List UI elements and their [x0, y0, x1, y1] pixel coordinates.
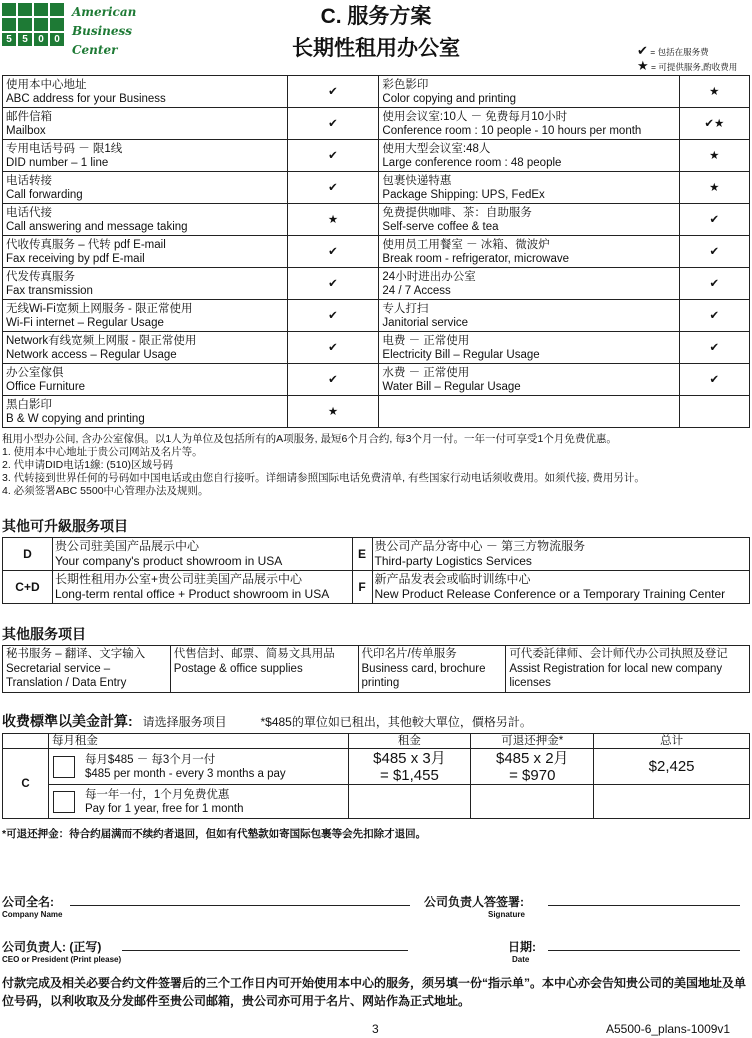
- table-row: [3, 204, 750, 236]
- deposit-calc: $485 x 2月: [496, 749, 569, 767]
- service-zh: 专用电话号码 － 限1线: [6, 142, 123, 155]
- doc-code: A5500-6_plans-1009v1: [606, 1022, 731, 1036]
- upgrade-zh: 贵公司驻美国产品展示中心: [54, 539, 199, 553]
- service-zh: 使用会议室:10人 － 免费每月10小时: [382, 110, 568, 123]
- upgrade-code: C+D: [3, 571, 53, 604]
- service-cell: [3, 268, 288, 300]
- table-row: [3, 646, 750, 693]
- deposit-result: = $970: [509, 766, 556, 784]
- service-zh: 办公室傢俱: [6, 366, 64, 379]
- logo-line: Business: [72, 24, 133, 38]
- service-cell: [379, 236, 679, 268]
- table-row: [3, 571, 750, 604]
- other-en: Translation / Data Entry: [6, 677, 127, 689]
- signature-field[interactable]: [548, 905, 740, 906]
- option1-checkbox[interactable]: [53, 756, 75, 778]
- service-en: Conference room : 10 people - 10 hours per month: [382, 124, 642, 137]
- footer-text: 付款完成及相关必要合约文件签署后的三个工作日内可开始使用本中心的服务，须另填一份“指示单”。本中心亦会告知贵公司的美国地址及单位号码，以利收取及分发邮件至贵公司邮箱，贵公司亦可用于名片、网站作為正式地址。: [2, 976, 747, 1008]
- upgrade-code: E: [352, 538, 372, 571]
- note-line: 1. 使用本中心地址于贵公司网站及名片等。: [2, 446, 203, 458]
- note-line: 2. 代申请DID电话1線: (510)区域号码: [2, 459, 173, 471]
- table-row: [3, 364, 750, 396]
- signature-label: 公司负责人答签署:: [424, 895, 524, 909]
- upgrade-en: Third-party Logistics Services: [374, 554, 532, 568]
- note-line: 租用小型办公间, 含办公室傢俱。以1人为单位及包括所有的A项服务, 最短6个月合约, 每3个月一付。一年一付可享受1个月免费优惠。: [2, 433, 617, 445]
- logo-line: Center: [72, 43, 118, 57]
- service-en: Color copying and printing: [382, 92, 517, 105]
- service-mark: ✔: [679, 204, 749, 236]
- service-zh: 无线Wi-Fi宽频上网服务 - 限正常使用: [6, 302, 193, 315]
- service-zh: 黑白影印: [6, 398, 52, 411]
- service-mark: ✔: [287, 268, 379, 300]
- option1-en: $485 per month - every 3 months a pay: [84, 767, 286, 780]
- service-cell: [3, 76, 288, 108]
- fee-header: 总计: [594, 734, 750, 749]
- notes: [2, 433, 750, 498]
- service-cell: [379, 204, 679, 236]
- service-en: 24 / 7 Access: [382, 284, 451, 297]
- service-cell: [379, 76, 679, 108]
- company-label-en: Company Name: [2, 910, 63, 919]
- note-line: 3. 代转接到世界任何的号码如中国电话或由您自行接听。详细请参照国际电话免费清单, 有些国家行动电话须收费用。如须代接, 费用另计。: [2, 472, 645, 484]
- fee-heading: [2, 711, 532, 731]
- table-row: [3, 538, 750, 571]
- fee-header: 租金: [348, 734, 471, 749]
- service-cell: [3, 364, 288, 396]
- date-label-en: Date: [512, 955, 530, 964]
- service-en: Package Shipping: UPS, FedEx: [382, 188, 545, 201]
- service-mark: ✔: [287, 140, 379, 172]
- service-mark: ✔: [287, 108, 379, 140]
- fee-header: 每月租金: [48, 734, 348, 749]
- service-cell: [3, 172, 288, 204]
- services-table: [2, 75, 750, 428]
- legend-check-text: = 包括在服务费: [650, 47, 709, 57]
- table-row: [3, 734, 750, 749]
- company-label: 公司全名:: [2, 895, 54, 909]
- other-zh: 代售信封、邮票、简易文具用品: [173, 648, 335, 660]
- service-en: Call answering and message taking: [6, 220, 188, 233]
- service-zh: 电费 － 正常使用: [382, 334, 470, 347]
- service-mark: ✔: [679, 300, 749, 332]
- service-zh: 专人打扫: [382, 302, 429, 315]
- service-mark: ✔: [679, 364, 749, 396]
- service-mark: ✔: [287, 236, 379, 268]
- other-zh: 可代委託律师、会计师代办公司执照及登记: [509, 648, 728, 660]
- legend: [637, 44, 737, 74]
- service-mark: ✔: [287, 332, 379, 364]
- other-cell: [170, 646, 358, 693]
- other-zh: 代印名片/传单服务: [361, 648, 457, 660]
- rent-result: = $1,455: [380, 766, 439, 784]
- company-name-field[interactable]: [70, 905, 410, 906]
- other-en: Postage & office supplies: [173, 662, 303, 675]
- page-number: 3: [372, 1022, 379, 1036]
- service-mark: ✔★: [679, 108, 749, 140]
- other-en: printing: [361, 677, 400, 689]
- star-icon: ★: [637, 58, 649, 73]
- upgrade-code: D: [3, 538, 53, 571]
- fee-header: 可退还押金*: [471, 734, 594, 749]
- service-zh: 水费 － 正常使用: [382, 366, 470, 379]
- service-en: Mailbox: [6, 124, 46, 137]
- upgrade-en: Your company's product showroom in USA: [54, 554, 283, 568]
- other-en: Business card, brochure: [361, 662, 486, 675]
- upgrade-code: F: [352, 571, 372, 604]
- service-mark: ✔: [287, 364, 379, 396]
- service-en: Office Furniture: [6, 380, 86, 393]
- upgrade-en: New Product Release Conference or a Temporary Training Center: [374, 587, 726, 601]
- service-mark: ✔: [679, 236, 749, 268]
- service-en: Call forwarding: [6, 188, 83, 201]
- ceo-name-field[interactable]: [122, 950, 408, 951]
- service-zh: 使用员工用餐室 － 冰箱、微波炉: [382, 238, 550, 251]
- service-cell: [379, 300, 679, 332]
- service-zh: 电话代接: [6, 206, 52, 219]
- service-mark: ★: [287, 396, 379, 428]
- service-zh: 使用大型会议室:48人: [382, 142, 491, 155]
- service-en: Electricity Bill – Regular Usage: [382, 348, 540, 361]
- service-zh: Network有线宽频上网服 - 限正常使用: [6, 334, 197, 347]
- table-row: [3, 108, 750, 140]
- upgrade-zh: 贵公司产品分寄中心 － 第三方物流服务: [374, 539, 586, 553]
- table-row: [3, 749, 750, 785]
- fee-table: [2, 733, 750, 819]
- table-row: [3, 140, 750, 172]
- fee-total: $2,425: [594, 749, 750, 785]
- service-cell: [379, 268, 679, 300]
- service-zh: 邮件信箱: [6, 110, 52, 123]
- service-zh: 使用本中心地址: [6, 78, 87, 91]
- option2-en: Pay for 1 year, free for 1 month: [84, 802, 244, 815]
- legend-star-text: = 可提供服务,酌收费用: [651, 62, 738, 72]
- service-cell: [3, 140, 288, 172]
- service-en: Large conference room : 48 people: [382, 156, 562, 169]
- page-subtitle: 长期性租用办公室: [292, 37, 460, 60]
- service-cell: [379, 364, 679, 396]
- service-zh: 24小时进出办公室: [382, 270, 476, 283]
- table-row: [3, 332, 750, 364]
- other-heading: 其他服务项目: [2, 626, 86, 642]
- table-row: [3, 396, 750, 428]
- service-en: ABC address for your Business: [6, 92, 166, 105]
- service-cell: [379, 140, 679, 172]
- note-line: 4. 必须签署ABC 5500中心管理办法及规则。: [2, 485, 209, 497]
- ceo-label: 公司负责人: (正写): [2, 940, 102, 954]
- service-mark: ★: [679, 76, 749, 108]
- logo-digit: 0: [50, 33, 64, 46]
- service-zh: 免费提供咖啡、茶：自助服务: [382, 206, 532, 219]
- service-mark: [679, 396, 749, 428]
- logo-digit: 0: [34, 33, 48, 46]
- service-mark: ✔: [287, 172, 379, 204]
- date-label: 日期:: [508, 940, 536, 954]
- other-cell: [358, 646, 506, 693]
- upgrade-zh: 长期性租用办公室+贵公司驻美国产品展示中心: [54, 572, 302, 586]
- fee-title: 收费標準以美金計算:: [2, 713, 133, 729]
- service-en: B & W copying and printing: [6, 412, 145, 425]
- other-services-table: [2, 645, 750, 693]
- service-en: Wi-Fi internet – Regular Usage: [6, 316, 164, 329]
- service-zh: 代收传真服务 – 代转 pdf E-mail: [6, 238, 166, 251]
- service-zh: 包裹快递特惠: [382, 174, 452, 187]
- page-title: C. 服务方案: [320, 5, 432, 28]
- table-row: [3, 172, 750, 204]
- service-mark: ✔: [679, 268, 749, 300]
- upgrade-table: [2, 537, 750, 604]
- other-en: Secretarial service –: [6, 662, 111, 675]
- service-mark: ★: [287, 204, 379, 236]
- service-zh: 彩色影印: [382, 78, 429, 91]
- service-zh: 代发传真服务: [6, 270, 75, 283]
- deposit-note: *可退还押金：待合约届满而不续约者退回，但如有代墊款如寄国际包裹等会先扣除才退回。: [2, 828, 427, 840]
- fee-code: C: [3, 749, 49, 819]
- service-mark: ★: [679, 172, 749, 204]
- service-en: Break room - refrigerator, microwave: [382, 252, 570, 265]
- option2-zh: 每一年一付，1个月免费优惠: [84, 788, 230, 801]
- service-zh: 电话转接: [6, 174, 52, 187]
- rent-calc: $485 x 3月: [373, 749, 446, 767]
- date-field[interactable]: [548, 950, 740, 951]
- option1-zh: 每月$485 － 每3个月一付: [84, 753, 216, 766]
- upgrade-zh: 新产品发表会或临时训练中心: [374, 572, 531, 586]
- ceo-label-en: CEO or President (Print please): [2, 955, 122, 964]
- service-cell: [379, 172, 679, 204]
- service-en: Network access – Regular Usage: [6, 348, 177, 361]
- upgrade-en: Long-term rental office + Product showroom in USA: [54, 587, 330, 601]
- service-en: Fax transmission: [6, 284, 93, 297]
- service-cell: [3, 396, 288, 428]
- logo-digit: 5: [2, 33, 16, 46]
- fee-subtitle: 请选择服务项目: [142, 715, 227, 729]
- service-cell: [379, 396, 679, 428]
- fee-note: *$485的單位如已租出，其他較大單位，價格另計。: [260, 715, 532, 729]
- service-cell: [379, 108, 679, 140]
- other-zh: 秘书服务 – 翻译、文字输入: [6, 648, 146, 660]
- service-mark: ✔: [287, 76, 379, 108]
- other-en: Assist Registration for local new company: [509, 662, 723, 675]
- service-cell: [3, 332, 288, 364]
- upgrade-heading: 其他可升級服务项目: [2, 518, 128, 534]
- table-row: [3, 76, 750, 108]
- table-row: [3, 785, 750, 819]
- service-en: Fax receiving by pdf E-mail: [6, 252, 145, 265]
- service-cell: [3, 300, 288, 332]
- other-cell: [3, 646, 171, 693]
- service-cell: [3, 236, 288, 268]
- service-en: Water Bill – Regular Usage: [382, 380, 521, 393]
- service-mark: ★: [679, 140, 749, 172]
- check-icon: ✔: [637, 43, 648, 58]
- table-row: [3, 300, 750, 332]
- service-en: Self-serve coffee & tea: [382, 220, 499, 233]
- other-cell: [506, 646, 750, 693]
- signature-label-en: Signature: [488, 910, 525, 919]
- service-cell: [379, 332, 679, 364]
- service-mark: ✔: [679, 332, 749, 364]
- other-en: licenses: [509, 677, 551, 689]
- service-cell: [3, 108, 288, 140]
- table-row: [3, 236, 750, 268]
- service-cell: [3, 204, 288, 236]
- logo-digit: 5: [18, 33, 32, 46]
- service-mark: ✔: [287, 300, 379, 332]
- option2-checkbox[interactable]: [53, 791, 75, 813]
- service-en: DID number – 1 line: [6, 156, 109, 169]
- logo-line: American: [72, 5, 137, 19]
- service-en: Janitorial service: [382, 316, 469, 329]
- table-row: [3, 268, 750, 300]
